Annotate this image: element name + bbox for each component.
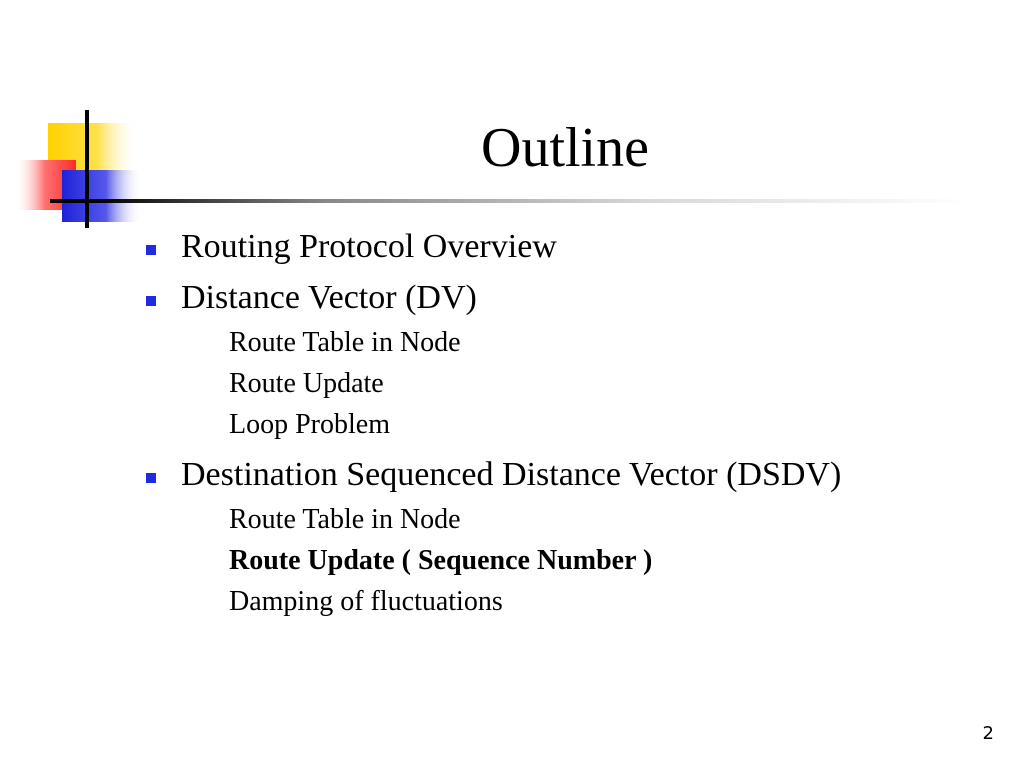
outline-list	[140, 224, 1000, 626]
outline-item	[140, 452, 1000, 503]
title-underline	[50, 199, 970, 203]
outline-item	[140, 275, 1000, 326]
outline-subitem: Route Table in Node	[229, 327, 461, 358]
square-bullet-icon	[146, 473, 156, 483]
outline-subitem: Damping of fluctuations	[229, 586, 503, 617]
logo-blue-square	[62, 170, 142, 222]
outline-item-label: Routing Protocol Overview	[181, 228, 557, 265]
square-bullet-icon	[146, 296, 156, 306]
outline-subitem: Route Update	[229, 368, 384, 399]
outline-item-label: Distance Vector (DV)	[181, 279, 477, 316]
logo-vertical-line	[85, 110, 89, 228]
outline-item	[140, 224, 1000, 275]
page-number: 2	[982, 723, 994, 744]
decorative-squares-logo	[0, 0, 160, 240]
outline-subitem: Loop Problem	[229, 409, 390, 440]
outline-subitem: Route Table in Node	[229, 504, 461, 535]
outline-item-label: Destination Sequenced Distance Vector (DSDV)	[181, 456, 842, 493]
slide-title: Outline	[481, 117, 649, 179]
square-bullet-icon	[146, 245, 156, 255]
outline-subitem-emphasized: Route Update ( Sequence Number )	[229, 545, 653, 576]
